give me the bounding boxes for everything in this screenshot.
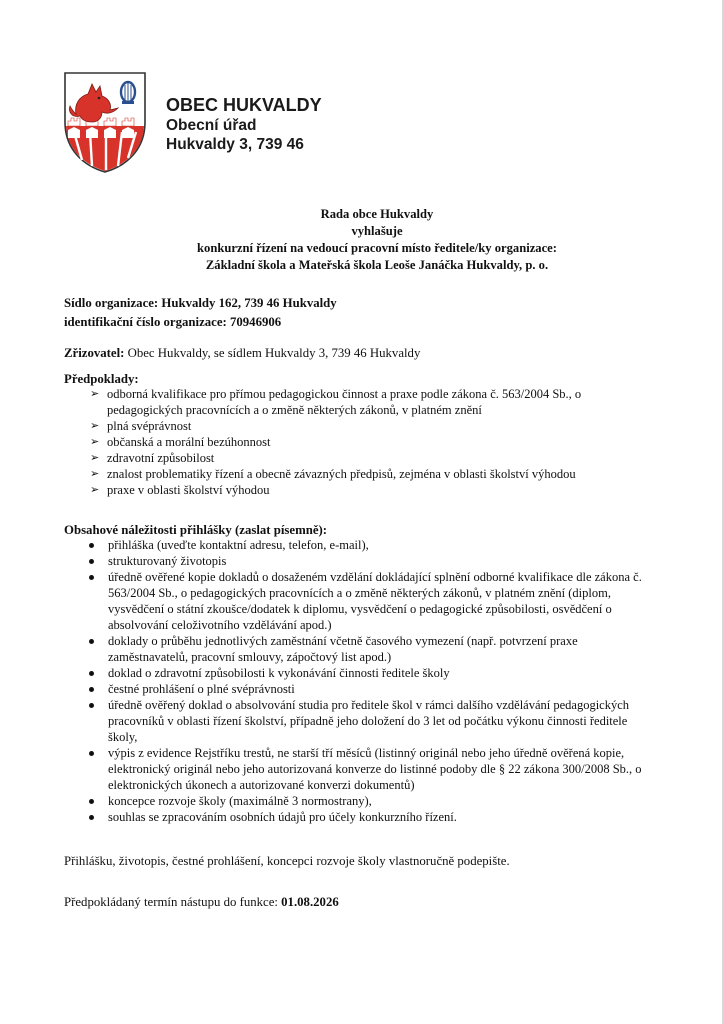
closing-note: Přihlášku, životopis, čestné prohlášení, koncepci rozvoje školy vlastnoručně podepište. [64, 854, 510, 868]
heading-line-3: konkurzní řízení na vedoucí pracovní místo ředitele/ky organizace: [197, 241, 557, 255]
arrow-bullet-icon: ➢ [90, 436, 100, 448]
heading-line-1: Rada obce Hukvaldy [320, 207, 434, 221]
list-item: strukturovaný životopis [88, 553, 643, 569]
coat-of-arms-icon [62, 70, 148, 174]
organization-id: identifikační číslo organizace: 70946906 [64, 315, 282, 329]
list-item: ➢ odborná kvalifikace pro přímou pedagogickou činnost a praxe podle zákona č. 563/2004 Sb., o pedagogických pracovnících a o změně některých zákonů, v platném znění [90, 387, 582, 417]
list-item: doklady o průběhu jednotlivých zaměstnání včetně časového vymezení (např. potvrzení praxe zaměstnavatelů, pracovní smlouvy, zápočtový list apod.) [88, 633, 643, 665]
list-item: ➢ znalost problematiky řízení a obecně závazných předpisů, zejména v oblasti školství výhodou [90, 467, 576, 481]
list-item: úředně ověřený doklad o absolvování studia pro ředitele škol v rámci dalšího vzdělávání pedagogických pracovníků v oblasti řízení školství, případně jeho doložení do 3 let od počátku výkonu činnosti ředitele školy, [88, 697, 643, 745]
heading-line-4: Základní škola a Mateřská škola Leoše Janáčka Hukvaldy, p. o. [205, 258, 549, 272]
dot-bullet-icon [89, 671, 94, 676]
org-office: Obecní úřad [166, 117, 257, 134]
list-item: úředně ověřené kopie dokladů o dosaženém vzdělání dokládající splnění odborné kvalifikace dle zákona č. 563/2004 Sb., o pedagogických pracovnících a o změně některých zákonů, v platném znění (diplom, vysvědčení o státní zkoušce/dodatek k diplomu, vysvědčení o pedagogické způsobilosti, osvědčení o absolvování celoživotního vzdělávání apod.) [88, 569, 643, 633]
list-item: čestné prohlášení o plné svéprávnosti [88, 681, 643, 697]
requirements-list [90, 386, 650, 498]
list-item: ➢ plná svéprávnost [90, 419, 192, 433]
list-item: přihláška (uveďte kontaktní adresu, telefon, e-mail), [88, 537, 643, 553]
announcement-heading [0, 206, 724, 274]
list-item: doklad o zdravotní způsobilosti k vykonávání činnosti ředitele školy [88, 665, 643, 681]
dot-bullet-icon [89, 751, 94, 756]
application-contents-list [88, 537, 643, 825]
list-item: ➢ praxe v oblasti školství výhodou [90, 483, 270, 497]
dot-bullet-icon [89, 687, 94, 692]
list-item: koncepce rozvoje školy (maximálně 3 normostrany), [88, 793, 643, 809]
org-address: Hukvaldy 3, 739 46 [166, 136, 304, 153]
start-date-line [64, 893, 339, 911]
list-item: ➢ občanská a morální bezúhonnost [90, 435, 271, 449]
founder-value: Obec Hukvaldy, se sídlem Hukvaldy 3, 739 46 Hukvaldy [124, 346, 421, 360]
dot-bullet-icon [89, 543, 94, 548]
list-item: souhlas se zpracováním osobních údajů pro účely konkurzního řízení. [88, 809, 643, 825]
list-item: výpis z evidence Rejstříku trestů, ne starší tří měsíců (listinný originál nebo jeho úředně ověřená kopie, elektronický originál nebo jeho autorizovaná konverze do listinné podoby dle § 22 zákona 300/2008 Sb., o elektronických úkonech a autorizované konverzi dokumentů) [88, 745, 643, 793]
arrow-bullet-icon: ➢ [90, 388, 100, 400]
founder-label: Zřizovatel: [64, 346, 125, 360]
arrow-bullet-icon: ➢ [90, 420, 100, 432]
dot-bullet-icon [89, 799, 94, 804]
heading-line-2: vyhlašuje [351, 224, 403, 238]
founder [64, 344, 420, 362]
start-date-label: Předpokládaný termín nástupu do funkce: [64, 895, 282, 909]
org-name: OBEC HUKVALDY [166, 95, 322, 115]
arrow-bullet-icon: ➢ [90, 484, 100, 496]
organization-seat: Sídlo organizace: Hukvaldy 162, 739 46 Hukvaldy [64, 296, 337, 310]
requirements-title: Předpoklady: [64, 372, 139, 386]
arrow-bullet-icon: ➢ [90, 452, 100, 464]
dot-bullet-icon [89, 559, 94, 564]
dot-bullet-icon [89, 575, 94, 580]
arrow-bullet-icon: ➢ [90, 468, 100, 480]
dot-bullet-icon [89, 815, 94, 820]
application-contents-title: Obsahové náležitosti přihlášky (zaslat písemně): [64, 523, 328, 537]
dot-bullet-icon [89, 639, 94, 644]
dot-bullet-icon [89, 703, 94, 708]
start-date-value: 01.08.2026 [281, 895, 339, 909]
list-item: ➢ zdravotní způsobilost [90, 451, 215, 465]
organization-header [166, 94, 322, 154]
